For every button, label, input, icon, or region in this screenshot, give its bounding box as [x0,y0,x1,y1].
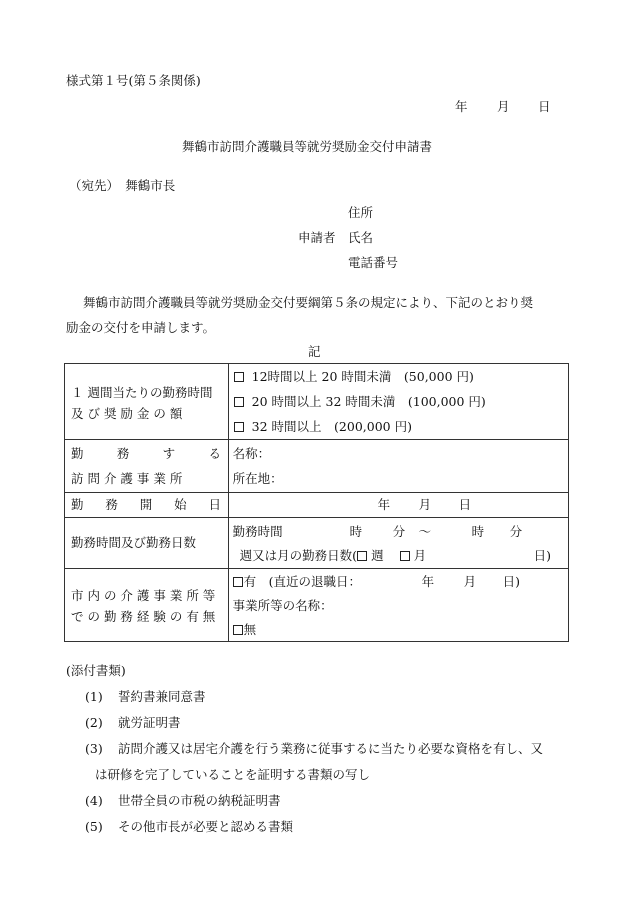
work-hours-label-cell [65,518,229,569]
month-label: 月 [413,548,427,563]
office-name-label: 名称： [232,446,271,461]
application-table [64,363,569,642]
yes-label: 有 (直近の退職日： [243,574,362,589]
attachment-num: (5) [85,819,103,834]
yes-day-label: 日) [502,574,521,589]
start-month-label: 月 [418,497,432,512]
yes-month-label: 月 [463,574,477,589]
phone-label: 電話番号 [348,255,399,270]
address-label: 住所 [348,205,374,220]
table-row [65,493,569,518]
experience-label-cell [65,569,229,642]
table-row [65,440,569,493]
days-row [240,549,426,563]
label-char: 開 [139,497,153,512]
label-char: 務 [105,497,118,512]
option-12-20[interactable] [234,370,474,384]
name-label: 氏名 [348,230,374,245]
body-line-2: 励金の交付を申請します。 [66,320,216,335]
from-min-label: 分 [392,524,406,539]
experience-label-line-1: 市 内 の 介 護 事 業 所 等 [71,588,216,603]
option-20-32[interactable] [234,395,486,409]
date-year-label: 年 [455,99,468,114]
label-char: 始 [174,497,187,512]
checkbox-icon[interactable] [234,397,244,407]
attachment-item [85,742,543,756]
experience-no-option[interactable] [233,623,257,637]
option-label: 32 時間以上 (200,000 円) [251,419,412,434]
no-label: 無 [243,622,257,637]
to-hour-label: 時 [471,524,485,539]
office-input-cell[interactable] [228,440,568,493]
attachment-item [85,794,281,808]
experience-yes-option[interactable] [233,575,361,589]
label-char: 勤 [71,497,84,512]
experience-input-cell[interactable] [228,569,568,642]
checkbox-icon[interactable] [234,422,244,432]
start-day-label: 日 [458,497,472,512]
yes-year-label: 年 [421,574,435,589]
office-location-label: 所在地： [232,471,283,486]
days-prefix: 週又は月の勤務日数( [239,548,358,563]
week-label: 週 [371,548,384,563]
label-char: る [208,446,221,461]
date-day-label: 日 [538,99,551,114]
attachment-num: (3) [85,741,103,756]
attachment-num: (1) [85,689,103,704]
attachment-text: その他市長が必要と認める書類 [118,819,294,834]
label-char: す [162,446,176,461]
start-date-label [71,498,221,512]
office-name-field-label: 事業所等の名称： [232,598,333,613]
applicant-label: 申請者 [298,230,336,245]
office-label-cell [65,440,229,493]
work-hours-input-cell[interactable] [228,518,568,569]
from-hour-label: 時 [349,524,363,539]
hours-options-cell [228,364,568,440]
attachment-text: 誓約書兼同意書 [118,689,206,704]
to-min-label: 分 [509,524,523,539]
hours-label-line-2: 及 び 奨 励 金 の 額 [71,406,183,421]
attachment-text: 就労証明書 [118,715,181,730]
attachment-text: 世帯全員の市税の納税証明書 [118,793,281,808]
option-label: 12時間以上 20 時間未満 (50,000 円) [251,369,474,384]
body-line-1: 舞鶴市訪問介護職員等就労奨励金交付要綱第５条の規定により、下記のとおり奨 [83,295,534,310]
checkbox-icon[interactable] [400,551,410,561]
attachment-item-continuation: は研修を完了していることを証明する書類の写し [95,767,371,782]
days-suffix: 日) [533,548,552,563]
attachment-item [85,690,206,704]
tilde-label: ～ [418,524,432,539]
start-date-input-cell[interactable] [228,493,568,518]
office-label-line-2: 訪 問 介 護 事 業 所 [71,471,183,486]
checkbox-icon[interactable] [357,551,367,561]
hours-label-line-1: １ 週間当たりの勤務時間 [71,385,213,400]
option-label: 20 時間以上 32 時間未満 (100,000 円) [251,394,486,409]
table-row [65,518,569,569]
date-month-label: 月 [497,99,510,114]
table-row [65,569,569,642]
attachments-heading: (添付書類) [66,663,126,678]
start-year-label: 年 [377,497,391,512]
attachment-item [85,716,181,730]
checkbox-icon[interactable] [233,577,243,587]
work-hours-label: 勤務時間及び勤務日数 [71,535,197,550]
addressee: （宛先） 舞鶴市長 [69,178,176,193]
checkbox-icon[interactable] [234,372,244,382]
table-row [65,364,569,440]
attachment-num: (4) [85,793,103,808]
experience-label-line-2: で の 勤 務 経 験 の 有 無 [71,609,216,624]
ki-label: 記 [308,344,321,359]
hours-label-cell [65,364,229,440]
form-number: 様式第１号(第５条関係) [66,73,201,88]
attachment-text: 訪問介護又は居宅介護を行う業務に従事するに当たり必要な資格を有し、又 [118,741,544,756]
hours-label: 勤務時間 [232,524,283,539]
attachment-item [85,820,293,834]
label-char: 日 [208,497,221,512]
office-label-line-1 [71,447,221,461]
option-32-plus[interactable] [234,420,412,434]
checkbox-icon[interactable] [233,625,243,635]
attachment-num: (2) [85,715,103,730]
label-char: 務 [116,446,130,461]
form-title: 舞鶴市訪問介護職員等就労奨励金交付申請書 [182,139,433,154]
label-char: 勤 [71,446,84,461]
start-date-label-cell [65,493,229,518]
